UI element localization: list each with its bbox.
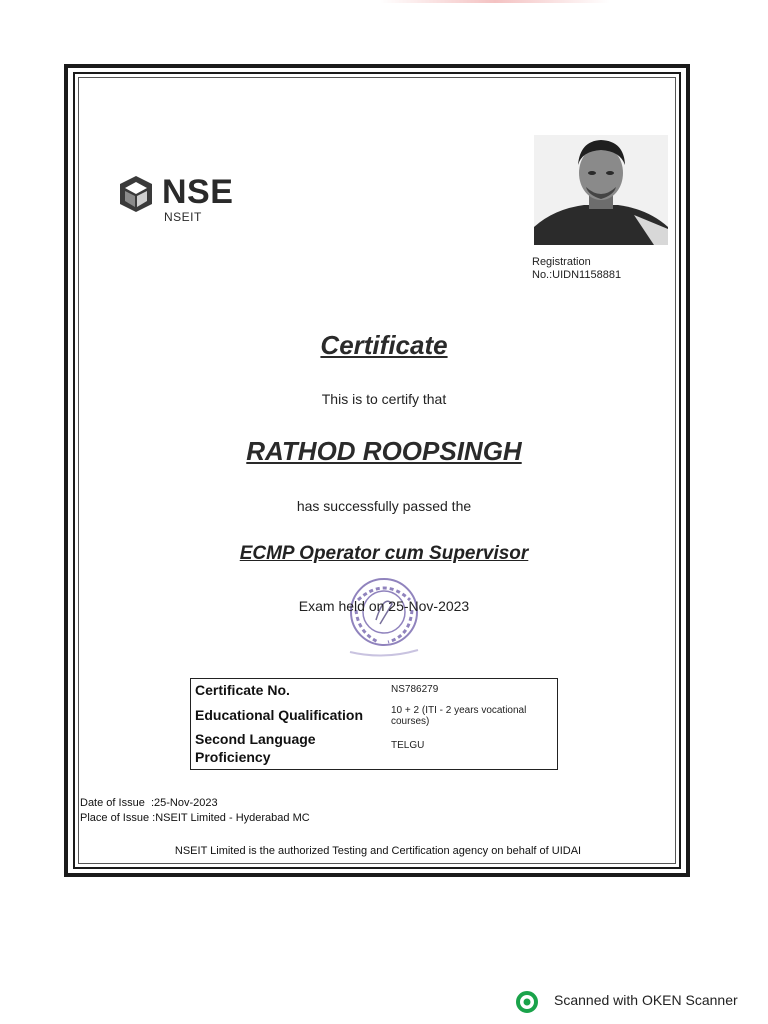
date-of-issue-value: :25-Nov-2023 <box>150 797 218 809</box>
certificate-title: Certificate <box>320 330 448 360</box>
oken-scanner-text: Scanned with OKEN Scanner <box>554 992 738 1008</box>
details-table <box>190 678 558 770</box>
candidate-name: RATHOD ROOPSINGH <box>246 436 522 466</box>
place-of-issue-label: Place of Issue <box>80 812 150 824</box>
logo-brand-text: NSE <box>162 173 234 211</box>
course-name: ECMP Operator cum Supervisor <box>239 543 529 564</box>
date-of-issue <box>80 797 218 809</box>
nse-logo-mark-icon <box>116 174 156 214</box>
details-label: Certificate No. <box>195 682 290 698</box>
details-label: Educational Qualification <box>195 707 364 723</box>
oken-scanner-icon <box>516 991 538 1013</box>
details-value: TELGU <box>391 740 425 751</box>
logo-sub-text: NSEIT <box>164 210 202 224</box>
details-value: NS786279 <box>391 684 439 695</box>
registration-number <box>532 256 621 282</box>
details-label: Second Language <box>195 731 316 747</box>
authorization-note: NSEIT Limited is the authorized Testing and Certification agency on behalf of UIDAI <box>174 845 582 857</box>
exam-date-line: Exam held on 25-Nov-2023 <box>298 598 470 614</box>
candidate-photo <box>534 135 668 245</box>
date-of-issue-label: Date of Issue <box>80 797 145 809</box>
nse-logo <box>116 172 256 228</box>
details-value: 10 + 2 (ITI - 2 years vocational <box>391 705 527 716</box>
registration-value: No.:UIDN1158881 <box>532 269 622 281</box>
passed-line: has successfully passed the <box>296 498 472 514</box>
oken-scanner-watermark <box>516 990 766 1014</box>
details-label: Proficiency <box>195 749 271 765</box>
nseit-stamp-seal <box>344 570 424 660</box>
certify-line: This is to certify that <box>321 391 447 407</box>
details-value: courses) <box>391 716 430 727</box>
place-of-issue <box>80 812 310 824</box>
paper-edge <box>380 0 610 3</box>
registration-label: Registration <box>532 256 591 268</box>
place-of-issue-value: :NSEIT Limited - Hyderabad MC <box>152 812 310 824</box>
